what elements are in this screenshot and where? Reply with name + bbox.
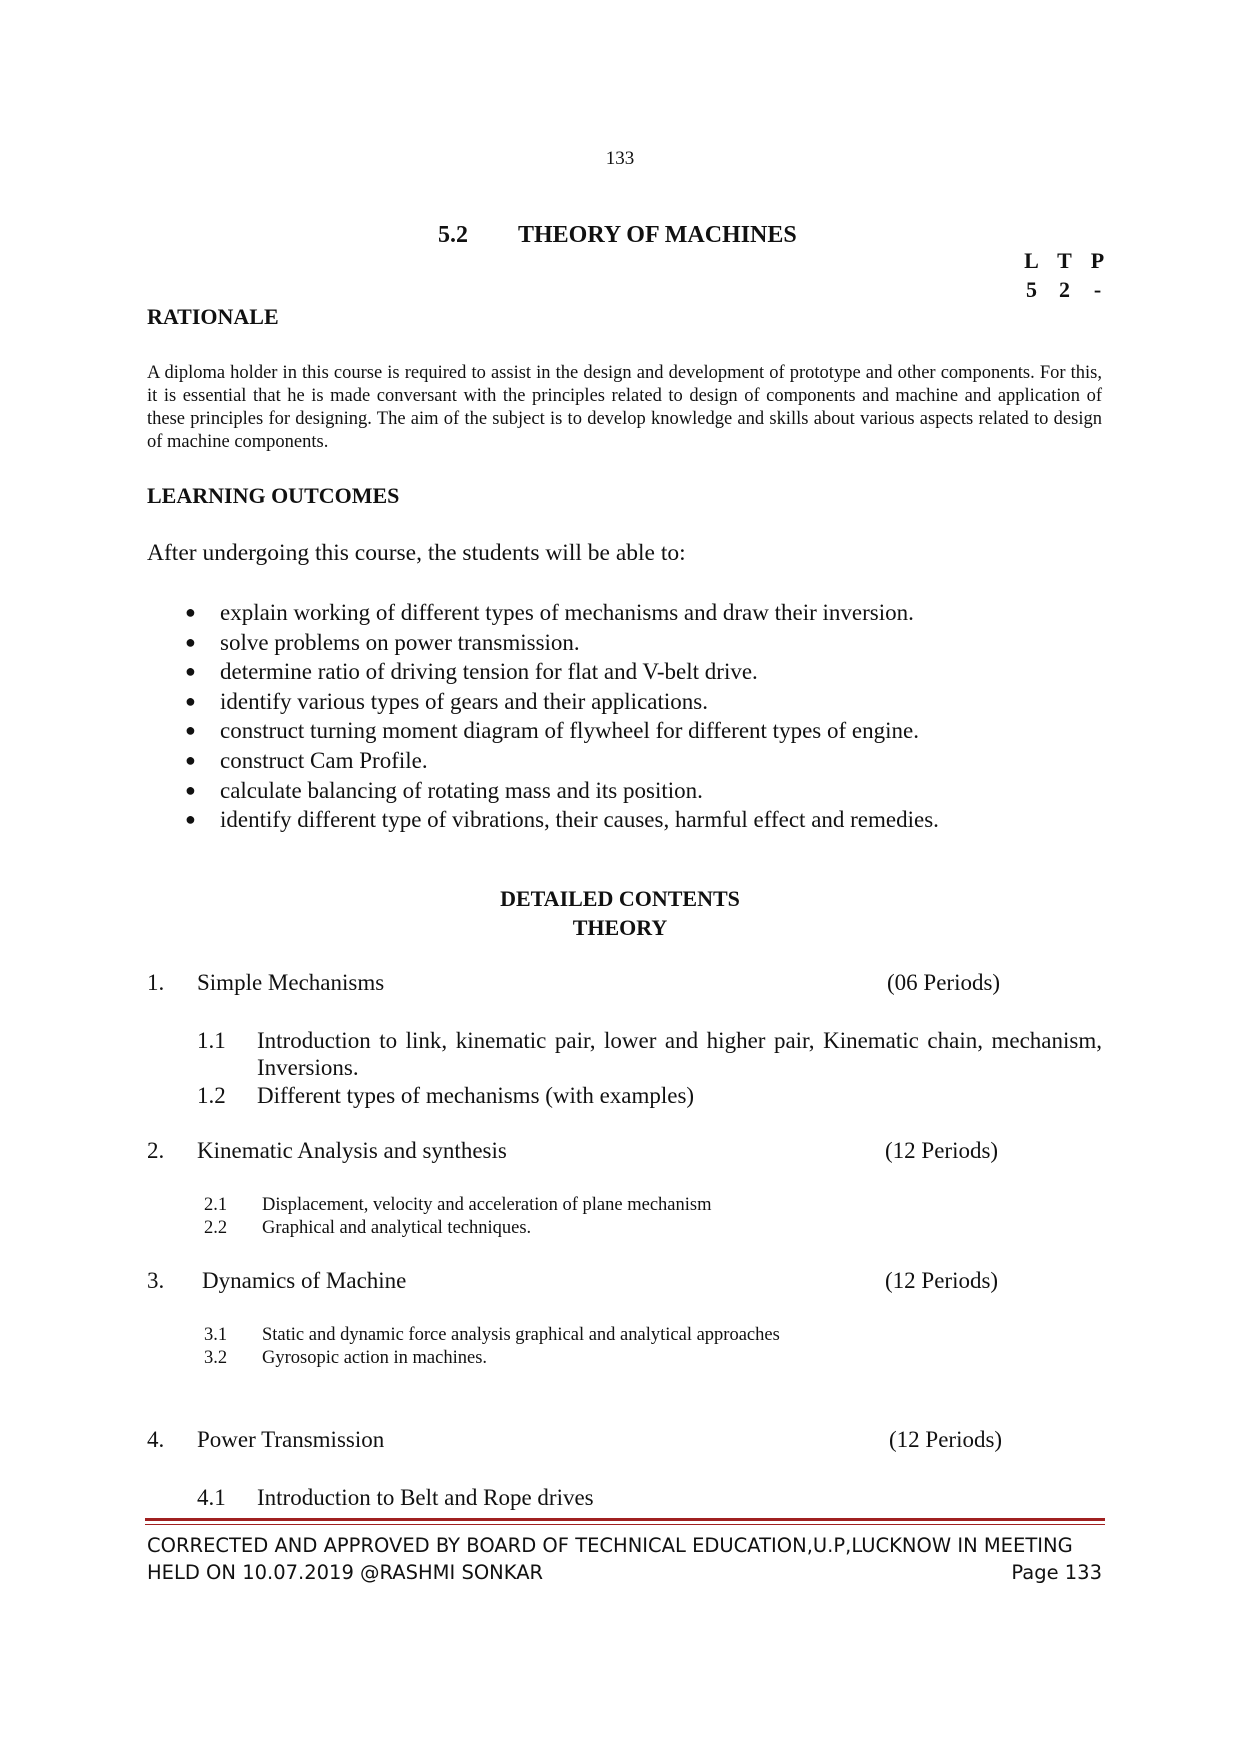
section-number: 2. [147,1138,165,1163]
page-number: 133 [605,148,635,169]
title-number: 5.2 [438,222,468,248]
ltp-table [1015,248,1114,306]
bullet-icon: ● [185,602,196,622]
subsection-2-2 [204,1217,531,1240]
subsection-number: 3.2 [204,1348,228,1368]
ltp-value-row [1015,277,1114,303]
learning-outcomes-intro: After undergoing this course, the students will be able to: [147,540,686,566]
ltp-value-p: - [1093,277,1102,302]
ltp-header-row [1015,248,1114,274]
section-simple-mechanisms [147,970,1017,996]
bullet-icon: ● [185,661,196,682]
list-item: ● calculate balancing of rotating mass and its position. [185,776,939,806]
subsection-text: Displacement, velocity and acceleration of plane mechanism [262,1195,712,1215]
section-periods: (12 Periods) [885,1268,999,1293]
subsection-1-1 [197,1027,1102,1081]
subsection-number: 1.2 [197,1083,226,1108]
subsection-number: 2.1 [204,1195,228,1215]
theory-heading: THEORY [572,915,668,940]
bullet-icon: ● [185,749,196,770]
footer-line-1: CORRECTED AND APPROVED BY BOARD OF TECHNICAL EDUCATION,U.P,LUCKNOW IN MEETING [147,1534,1073,1557]
section-number: 4. [147,1427,165,1452]
section-title: Power Transmission [197,1427,385,1452]
subsection-text: Gyrosopic action in machines. [262,1348,488,1368]
list-item: ● identify different type of vibrations, their causes, harmful effect and remedies. [185,805,939,835]
subsection-text: Static and dynamic force analysis graphical and analytical approaches [262,1325,780,1345]
list-item: ● determine ratio of driving tension for flat and V-belt drive. [185,657,939,687]
section-title: Dynamics of Machine [202,1268,407,1293]
section-title: Kinematic Analysis and synthesis [197,1138,507,1163]
bullet-icon: ● [185,779,196,800]
bullet-icon: ● [185,631,196,652]
subsection-text: Graphical and analytical techniques. [262,1218,532,1238]
section-number: 3. [147,1268,165,1293]
subsection-text: Introduction to Belt and Rope drives [257,1485,594,1510]
learning-outcomes-heading: LEARNING OUTCOMES [147,483,400,508]
section-periods: (12 Periods) [889,1427,1003,1452]
subsection-number: 4.1 [197,1485,226,1510]
footer-divider [145,1518,1105,1521]
section-periods: (06 Periods) [887,970,1001,995]
list-item: ● construct turning moment diagram of flywheel for different types of engine. [185,716,939,746]
ltp-header-l: L [1024,248,1039,273]
ltp-header-t: T [1057,248,1072,273]
section-power-transmission [147,1427,1017,1453]
footer-divider-thin [145,1524,1105,1525]
bullet-icon: ● [185,690,196,711]
ltp-value-t: 2 [1059,277,1070,302]
section-dynamics-of-machine [147,1268,1017,1294]
footer-page-number: Page 133 [1011,1561,1102,1584]
page-title [438,222,797,249]
rationale-heading: RATIONALE [147,304,279,329]
subsection-4-1 [197,1484,1102,1511]
section-periods: (12 Periods) [885,1138,999,1163]
subsection-text: Different types of mechanisms (with examples) [257,1083,695,1108]
list-item: ● construct Cam Profile. [185,746,939,776]
subsection-number: 1.1 [197,1028,226,1053]
subsection-text: Introduction to link, kinematic pair, lower and higher pair, Kinematic chain, mechanism, Inversions. [257,1028,1102,1080]
subsection-number: 2.2 [204,1218,228,1238]
section-title: Simple Mechanisms [197,970,385,995]
bullet-icon: ● [185,720,196,741]
footer-line-2: HELD ON 10.07.2019 @RASHMI SONKAR [147,1561,544,1584]
subsection-number: 3.1 [204,1325,228,1345]
list-item: ● identify various types of gears and their applications. [185,687,939,717]
ltp-header-p: P [1090,248,1105,273]
subsection-3-1 [204,1324,780,1347]
list-item: ● solve problems on power transmission. [185,628,939,658]
rationale-text: A diploma holder in this course is required to assist in the design and development of prototype and other components. For this, it is essential that he is made conversant with the principles related to design of components and machine and application of these principles for designing. The aim of the subject is to develop knowledge and skills about various aspects related to design of machine components. [147,363,1102,452]
section-number: 1. [147,970,165,995]
bullet-icon: ● [185,809,196,830]
section-kinematic-analysis [147,1138,1017,1164]
subsection-2-1 [204,1194,711,1217]
footer [147,1532,1102,1586]
title-text: THEORY OF MACHINES [518,222,797,248]
detailed-contents-heading: DETAILED CONTENTS [500,886,740,911]
subsection-1-2 [197,1082,1102,1109]
list-item: ● explain working of different types of mechanisms and draw their inversion. [185,598,939,628]
subsection-3-2 [204,1347,487,1370]
learning-outcomes-list [185,598,939,835]
ltp-value-l: 5 [1026,277,1037,302]
